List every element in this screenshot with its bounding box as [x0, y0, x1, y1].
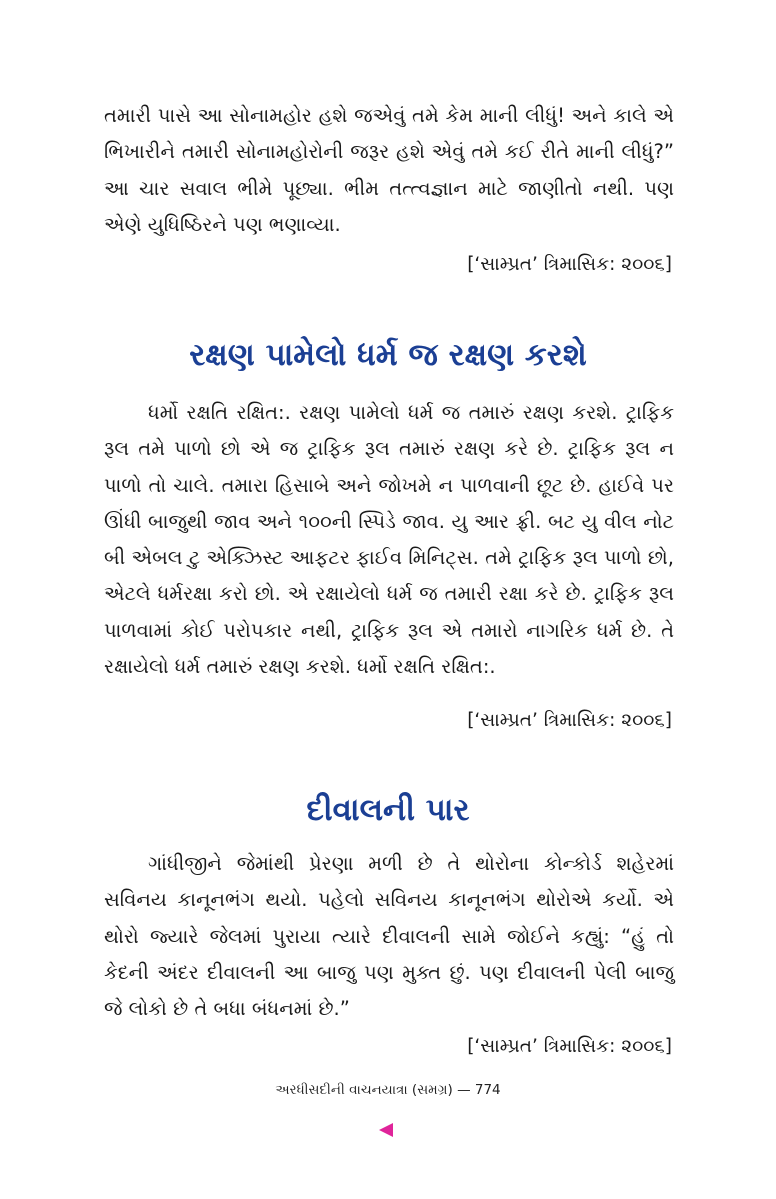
page-footer: અરધીસદીની વાચનયાત્રા (સમગ્ર) — 774	[275, 1082, 501, 1098]
section2-source-citation: [‘સામ્પ્રત’ ત્રિમાસિક: ૨૦૦૬]	[467, 710, 672, 731]
section1-source-citation: [‘સામ્પ્રત’ ત્રિમાસિક: ૨૦૦૬]	[467, 254, 672, 275]
section3-source-citation: [‘સામ્પ્રત’ ત્રિમાસિક: ૨૦૦૬]	[467, 1036, 672, 1057]
section1-paragraph: તમારી પાસે આ સોનામહોર હશે જએવું તમે કેમ માની લીધું! અને કાલે એ ભિખારીને તમારી સોનામહોરોની જરૂર હશે એવું તમે કઈ રીતે માની લીધું?” આ ચાર સવાલ ભીમે પૂછ્યા. ભીમ તત્ત્વજ્ઞાન માટે જાણીતો નથી. પણ એણે યુધિષ્ઠિરને પણ ભણાવ્યા.	[104, 104, 674, 236]
section3-title: દીવાલની પાર	[306, 792, 470, 828]
section3-paragraph: ગાંધીજીને જેમાંથી પ્રેરણા મળી છે તે થોરોના કોન્કોર્ડ શહેરમાં સવિનય કાનૂનભંગ થયો. પહેલો સવિનય કાનૂનભંગ થોરોએ કર્યો. એ થોરો જ્યારે જેલમાં પુરાયા ત્યારે દીવાલની સામે જોઈને કહ્યું: “હું તો કેદની અંદર દીવાલની આ બાજુ પણ મુક્ત છું. પણ દીવાલની પેલી બાજુ જે લોકો છે તે બધા બંધનમાં છે.”	[104, 852, 674, 1021]
section2-title: રક્ષણ પામેલો ધર્મ જ રક્ષણ કરશે	[189, 337, 587, 373]
section2-paragraph: ધર્મો રક્ષતિ રક્ષિત:. રક્ષણ પામેલો ધર્મ જ તમારું રક્ષણ કરશે. ટ્રાફિક રૂલ તમે પાળો છો એ જ ટ્રાફિક રૂલ તમારું રક્ષણ કરે છે. ટ્રાફિક રૂલ ન પાળો તો ચાલે. તમારા હિસાબે અને જોખમે ન પાળવાની છૂટ છે. હાઈવે પર ઊંધી બાજુથી જાવ અને ૧૦૦ની સ્પિડે જાવ. યુ આર ફ્રી. બટ યુ વીલ નોટ બી એબલ ટુ એક્ઝિસ્ટ આફટર ફાઈવ મિનિટ્સ. તમે ટ્રાફિક રૂલ પાળો છો, એટલે ધર્મરક્ષા કરો છો. એ રક્ષાયેલો ધર્મ જ તમારી રક્ષા કરે છે. ટ્રાફિક રૂલ પાળવામાં કોઈ પરોપકાર નથી, ટ્રાફિક રૂલ એ તમારો નાગરિક ધર્મ છે. તે રક્ષાયેલો ધર્મ તમારું રક્ષણ કરશે. ધર્મો રક્ષતિ રક્ષિત:.	[104, 401, 674, 679]
previous-page-arrow-icon[interactable]	[379, 1123, 393, 1137]
